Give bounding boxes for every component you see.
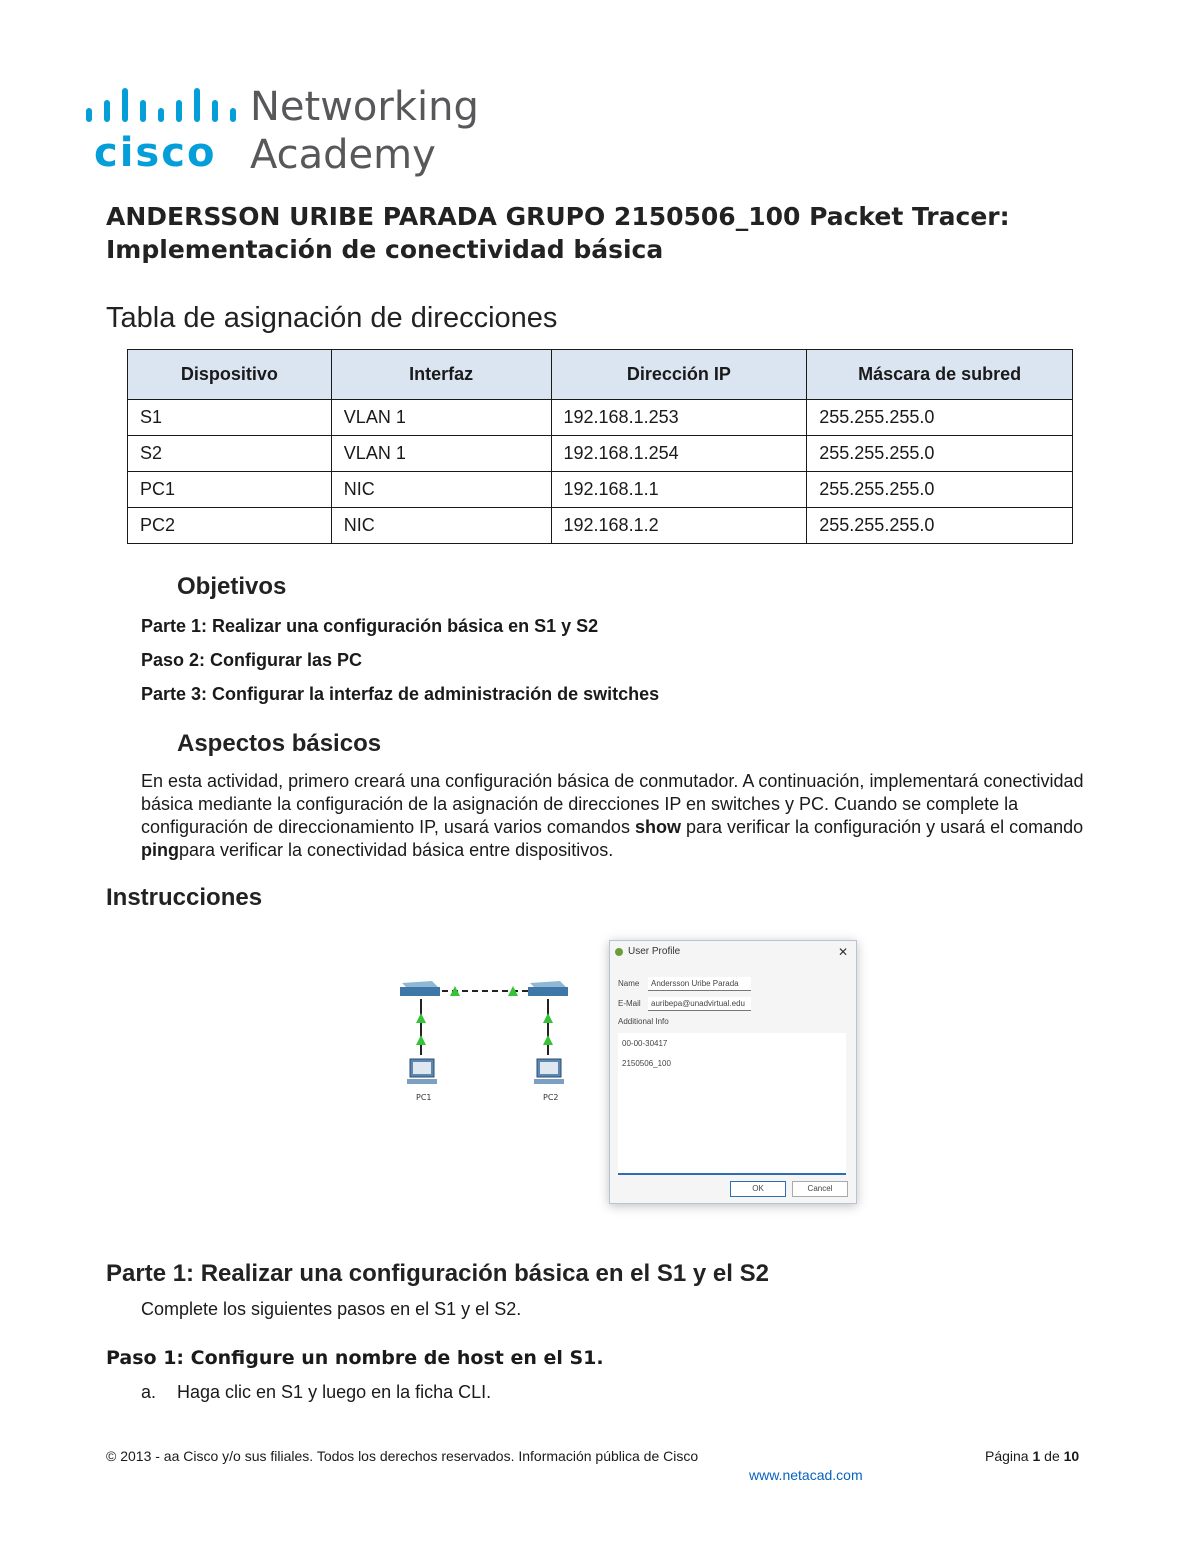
- close-icon[interactable]: ✕: [837, 945, 848, 959]
- table-cell: 192.168.1.1: [551, 472, 807, 508]
- user-profile-dialog: [609, 940, 857, 1204]
- table-cell: 255.255.255.0: [807, 436, 1073, 472]
- show-command: show: [634, 817, 681, 837]
- table-cell: 192.168.1.253: [551, 400, 807, 436]
- page-number: [985, 1448, 1079, 1464]
- ok-button[interactable]: OK: [730, 1181, 786, 1197]
- name-label: Name: [618, 979, 640, 988]
- pc1-label: PC1: [416, 1093, 432, 1102]
- table-header-cell: Dirección IP: [551, 350, 807, 400]
- background-paragraph: [141, 770, 1101, 862]
- table-row: [128, 472, 1073, 508]
- name-field[interactable]: Andersson Uribe Parada: [648, 977, 751, 991]
- table-cell: S1: [128, 400, 332, 436]
- table-cell: VLAN 1: [331, 436, 551, 472]
- objective-item: Paso 2: Configurar las PC: [141, 650, 363, 670]
- step1-heading: Paso 1: Configure un nombre de host en el S1.: [106, 1347, 604, 1369]
- background-heading: Aspectos básicos: [177, 730, 382, 757]
- address-table: [127, 349, 1073, 544]
- dialog-titlebar: [610, 941, 856, 963]
- background-text: En esta actividad, primero creará una configuración básica de conmutador. A continuación, implementará conectividad básica mediante la configuración de la asignación de direcciones IP en switches y PC. Cuando se complete la configuración de direccionamiento IP, usará varios comandos: [141, 771, 1084, 837]
- additional-info-field[interactable]: [618, 1033, 846, 1175]
- pc2-label: PC2: [543, 1093, 559, 1102]
- title-line-1: ANDERSSON URIBE PARADA GRUPO 2150506_100 Packet Tracer:: [106, 202, 1010, 231]
- info-line: 2150506_100: [622, 1059, 671, 1068]
- table-row: [128, 436, 1073, 472]
- step-a-marker: a.: [141, 1382, 157, 1402]
- document-title: [106, 200, 1106, 266]
- table-cell: 255.255.255.0: [807, 400, 1073, 436]
- step-a-text: Haga clic en S1 y luego en la ficha CLI.: [177, 1382, 492, 1402]
- pc1-icon: [407, 1059, 437, 1084]
- table-cell: 255.255.255.0: [807, 508, 1073, 544]
- page-total: 10: [1063, 1448, 1080, 1464]
- objective-item: Parte 3: Configurar la interfaz de administración de switches: [141, 684, 660, 704]
- logo-line-networking: Networking: [250, 84, 479, 130]
- table-heading: Tabla de asignación de direcciones: [106, 302, 558, 334]
- page-word: Página: [985, 1448, 1029, 1464]
- topology-figure: [380, 935, 880, 1235]
- logo-line-academy: Academy: [250, 132, 436, 178]
- footer-link[interactable]: www.netacad.com: [749, 1467, 863, 1483]
- table-header-cell: Máscara de subred: [807, 350, 1073, 400]
- switch-s2-icon: [528, 981, 568, 996]
- additional-info-label: Additional Info: [618, 1017, 669, 1026]
- cisco-networking-academy-logo: [80, 82, 480, 182]
- table-cell: PC1: [128, 472, 332, 508]
- footer-copyright: © 2013 - aa Cisco y/o sus filiales. Todos los derechos reservados. Información pública de Cisco: [106, 1448, 699, 1464]
- background-text: para verificar la configuración y usará el comando: [680, 817, 1084, 837]
- table-header-cell: Dispositivo: [128, 350, 332, 400]
- table-header-cell: Interfaz: [331, 350, 551, 400]
- table-cell: PC2: [128, 508, 332, 544]
- part1-heading: Parte 1: Realizar una configuración básica en el S1 y el S2: [106, 1260, 769, 1287]
- objective-item: Parte 1: Realizar una configuración básica en S1 y S2: [141, 616, 599, 636]
- page-current: 1: [1032, 1448, 1041, 1464]
- dialog-title: User Profile: [628, 946, 681, 957]
- table-cell: S2: [128, 436, 332, 472]
- table-cell: 192.168.1.254: [551, 436, 807, 472]
- ping-command: ping: [141, 840, 179, 860]
- email-field[interactable]: auribepa@unadvirtual.edu: [648, 997, 751, 1011]
- table-cell: NIC: [331, 472, 551, 508]
- cancel-button[interactable]: Cancel: [792, 1181, 848, 1197]
- switch-s1-icon: [400, 981, 440, 996]
- dialog-app-icon: [615, 948, 623, 956]
- table-cell: VLAN 1: [331, 400, 551, 436]
- table-cell: 255.255.255.0: [807, 472, 1073, 508]
- cisco-bars-icon: [80, 82, 240, 132]
- email-label: E-Mail: [618, 999, 641, 1008]
- table-cell: NIC: [331, 508, 551, 544]
- page-of: de: [1044, 1448, 1060, 1464]
- table-header-row: [128, 350, 1073, 400]
- background-text: para verificar la conectividad básica entre dispositivos.: [179, 840, 614, 860]
- network-topology-diagram: [380, 965, 600, 1155]
- pc2-icon: [534, 1059, 564, 1084]
- table-row: [128, 508, 1073, 544]
- objectives-heading: Objetivos: [177, 573, 287, 600]
- table-cell: 192.168.1.2: [551, 508, 807, 544]
- part1-intro: Complete los siguientes pasos en el S1 y el S2.: [141, 1299, 522, 1319]
- title-line-2: Implementación de conectividad básica: [106, 235, 664, 264]
- info-line: 00-00-30417: [622, 1039, 668, 1048]
- cisco-wordmark: cisco: [94, 130, 217, 176]
- table-row: [128, 400, 1073, 436]
- instructions-heading: Instrucciones: [106, 884, 263, 911]
